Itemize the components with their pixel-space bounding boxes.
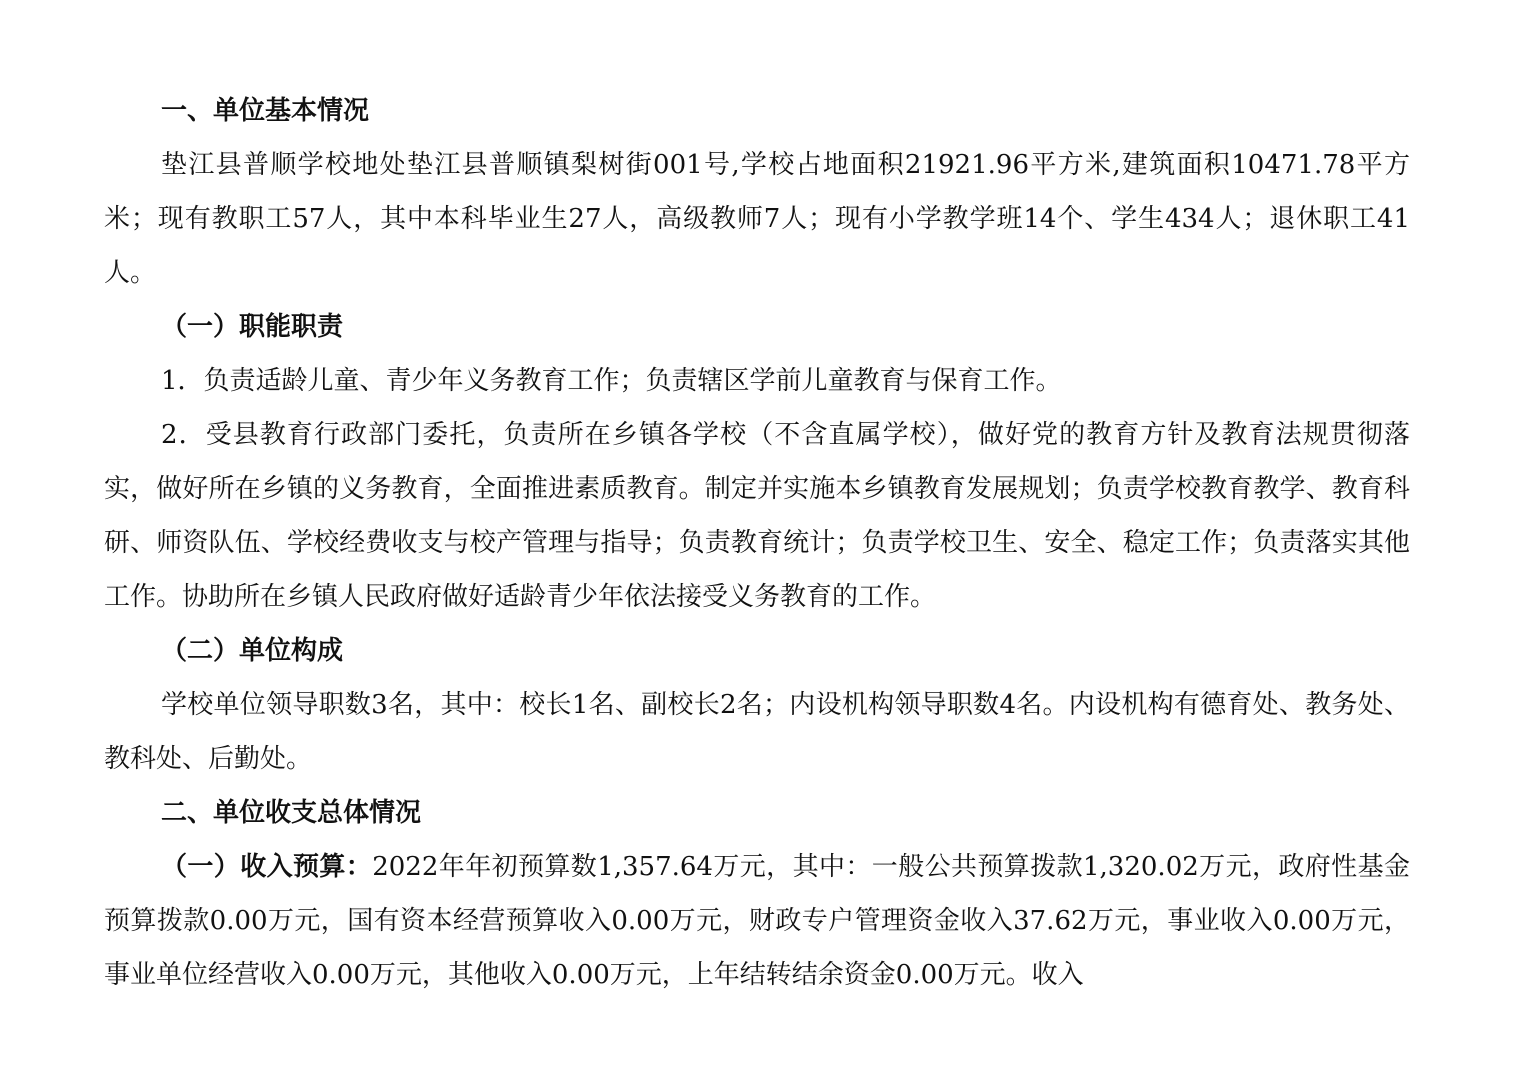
intro-paragraph: 垫江县普顺学校地处垫江县普顺镇梨树街001号,学校占地面积21921.96平方米,建筑面积10471.78平方米；现有教职工57人，其中本科毕业生27人，高级教师7人；现有小学教学班14个、学生434人；退休职工41人。 — [104, 150, 1410, 288]
composition-paragraph: 学校单位领导职数3名，其中：校长1名、副校长2名；内设机构领导职数4名。内设机构有德育处、教务处、教科处、后勤处。 — [104, 690, 1410, 774]
section-heading-1: 一、单位基本情况 — [161, 96, 370, 126]
duty-item-2: 2．受县教育行政部门委托，负责所在乡镇各学校（不含直属学校），做好党的教育方针及教育法规贯彻落实，做好所在乡镇的义务教育，全面推进素质教育。制定并实施本乡镇教育发展规划；负责学校教育教学、教育科研、师资队伍、学校经费收支与校产管理与指导；负责教育统计；负责学校卫生、安全、稳定工作；负责落实其他工作。协助所在乡镇人民政府做好适龄青少年依法接受义务教育的工作。 — [104, 420, 1410, 612]
income-paragraph — [104, 840, 1410, 1002]
income-label: （一）收入预算： — [161, 852, 373, 882]
section-heading-2: 二、单位收支总体情况 — [161, 798, 422, 828]
subsection-heading-duties: （一）职能职责 — [161, 312, 344, 342]
duty-item-1: 1．负责适龄儿童、青少年义务教育工作；负责辖区学前儿童教育与保育工作。 — [161, 366, 1062, 396]
subsection-heading-composition: （二）单位构成 — [161, 636, 344, 666]
document-page — [104, 84, 1410, 1002]
income-text: 2022年年初预算数1,357.64万元，其中：一般公共预算拨款1,320.02万元，政府性基金预算拨款0.00万元，国有资本经营预算收入0.00万元，财政专户管理资金收入37.62万元，事业收入0.00万元，事业单位经营收入0.00万元，其他收入0.00万元，上年结转结余资金0.00万元。收入 — [104, 852, 1410, 990]
